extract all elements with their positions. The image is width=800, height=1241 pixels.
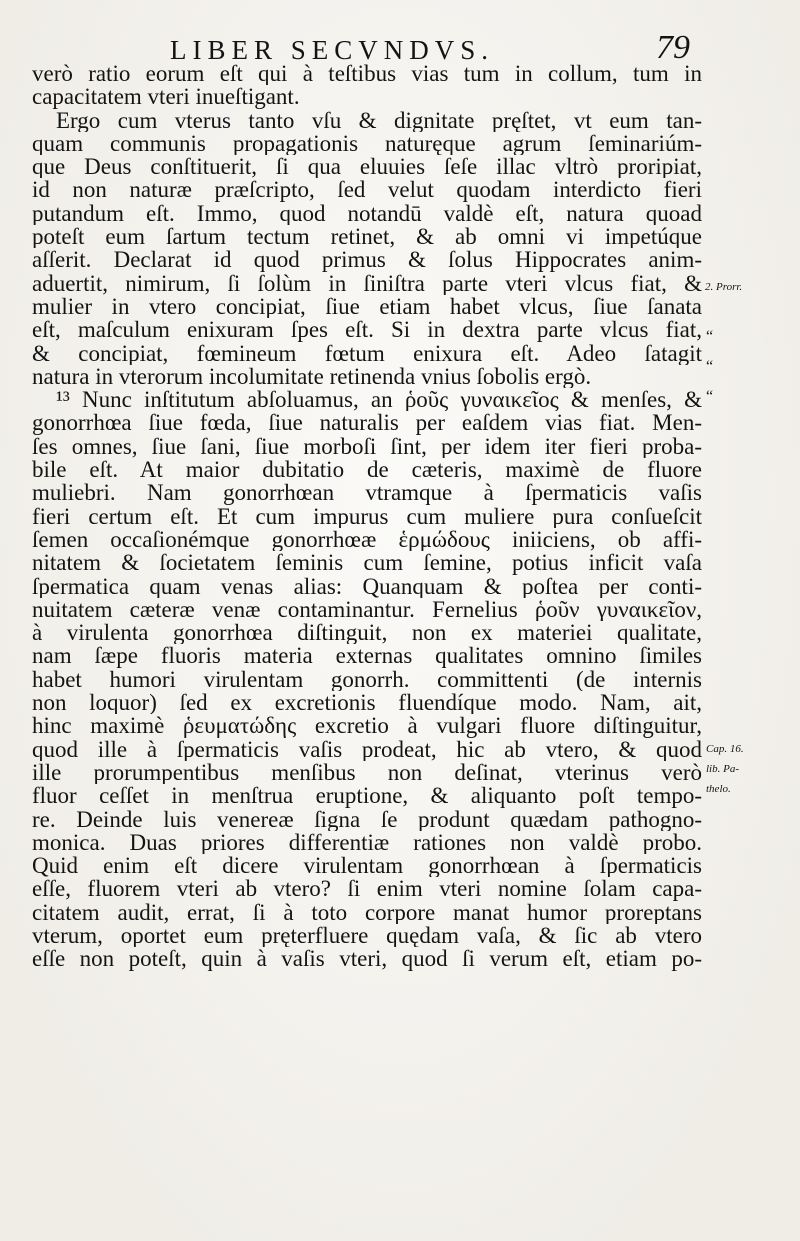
text-line: nam ſæpe fluoris materia externas qualitates omnino ſimiles [32,644,702,668]
text-line: Quid enim eſt dicere virulentam gonorrhœan à ſpermaticis [32,854,702,878]
text-line: fieri certum eſt. Et cum impurus cum muliere pura conſueſcit [32,504,702,528]
text-line: quam communis propagationis naturęque agrum ſeminariúm- [32,131,702,156]
text-line: verò ratio eorum eſt qui à teſtibus vias tum in collum, tum in [32,62,702,86]
margin-notes [700,0,798,1241]
text-line: bile eſt. At maior dubitatio de cæteris, maximè de fluore [32,458,702,482]
text-line: Ergo cum vterus tanto vſu & dignitate pręſtet, vt eum tan- [56,108,702,132]
text-line: aſſerit. Declarat id quod primus & ſolus Hippocrates anim- [32,248,702,272]
text-line: gonorrhœa ſiue fœda, ſiue naturalis per eaſdem vias fiat. Men- [32,411,702,435]
text-line: poteſt eum ſartum tectum retinet, & ab omni vi impetúque [32,225,702,249]
text-line: hinc maximè ῥευματώδης excretio à vulgari fluore diſtinguitur, [32,714,702,738]
page-number: 79 [656,29,690,66]
text-line: à virulenta gonorrhœa diſtinguit, non ex materiei qualitate, [32,621,702,645]
text-line: id non naturæ præſcripto, ſed velut quodam interdicto fieri [32,178,702,202]
margin-note-thelo: thelo. [706,783,731,795]
text-line: & concipiat, fœmineum fœtum enixura eſt. Adeo ſatagit [32,341,702,365]
margin-note-lib: lib. Pa- [706,763,739,775]
text-line: muliebri. Nam gonorrhœan vtramque à ſpermaticis vaſis [32,481,702,505]
margin-quote-mark: “ [706,388,714,405]
margin-note-cap: Cap. 16. [706,743,744,755]
text-line: ſes omnes, ſiue ſani, ſiue morboſi ſint, per idem iter fieri proba- [32,434,702,459]
text-line: ſpermatica quam venas alias: Quanquam & poſtea per conti- [32,574,702,598]
text-line: nitatem & ſocietatem ſeminis cum ſemine, potius inficit vaſa [32,551,702,575]
text-line: que Deus conſtituerit, ſi qua eluuies ſeſe illac vltrò proripiat, [32,155,702,179]
text-line: nuitatem cæteræ venæ contaminantur. Fernelius ῥοῦν γυναικεῖον, [32,597,702,622]
body-text [32,62,702,971]
text-line: ¹³ Nunc inſtitutum abſoluamus, an ῥοῦς γυναικεῖος & menſes, & [56,388,702,412]
text-line: vterum, oportet eum pręterfluere quędam vaſa, & ſic ab vtero [32,923,702,948]
text-line: fluor ceſſet in menſtrua eruptione, & aliquanto poſt tempo- [32,784,702,808]
text-line: eſt, maſculum enixuram ſpes eſt. Si in dextra parte vlcus fiat, [32,318,702,342]
running-head: LIBER SECVNDVS. [170,35,495,65]
text-line: ſemen occaſionémque gonorrhœæ ἑρμώδους iniiciens, ob affi- [32,527,702,552]
margin-quote-mark: “ [706,358,714,375]
text-line: quod ille à ſpermaticis vaſis prodeat, hic ab vtero, & quod [32,737,702,761]
text-line: citatem audit, errat, ſi à toto corpore manat humor proreptans [32,900,702,924]
text-line: putandum eſt. Immo, quod notandū valdè eſt, natura quoad [32,201,702,226]
text-line: monica. Duas priores differentiæ rationes non valdè probo. [32,830,702,855]
text-line: habet humori virulentam gonorrh. committenti (de internis [32,667,702,692]
margin-quote-mark: “ [706,328,714,345]
text-line: natura in vterorum incolumitate retinenda vnius ſobolis ergò. [32,364,592,389]
text-line: re. Deinde luis venereæ ſigna ſe produnt quædam pathogno- [32,807,702,831]
text-line: eſſe, fluorem vteri ab vtero? ſi enim vteri nomine ſolam capa- [32,877,702,901]
margin-note-prorr: 2. Prorr. [705,281,743,293]
text-line: mulier in vtero concipiat, ſiue etiam habet vlcus, ſiue ſanata [32,294,702,319]
text-line: aduertit, nimirum, ſi ſolùm in ſiniſtra parte vteri vlcus fiat, & [32,271,702,295]
text-line: ille prorumpentibus menſibus non deſinat, vterinus verò [32,760,702,785]
text-line: capacitatem vteri inueſtigant. [32,85,300,109]
text-line: non loquor) ſed ex excretionis fluendíque modo. Nam, ait, [32,691,702,715]
text-line: eſſe non poteſt, quin à vaſis vteri, quod ſi verum eſt, etiam po- [32,947,702,971]
